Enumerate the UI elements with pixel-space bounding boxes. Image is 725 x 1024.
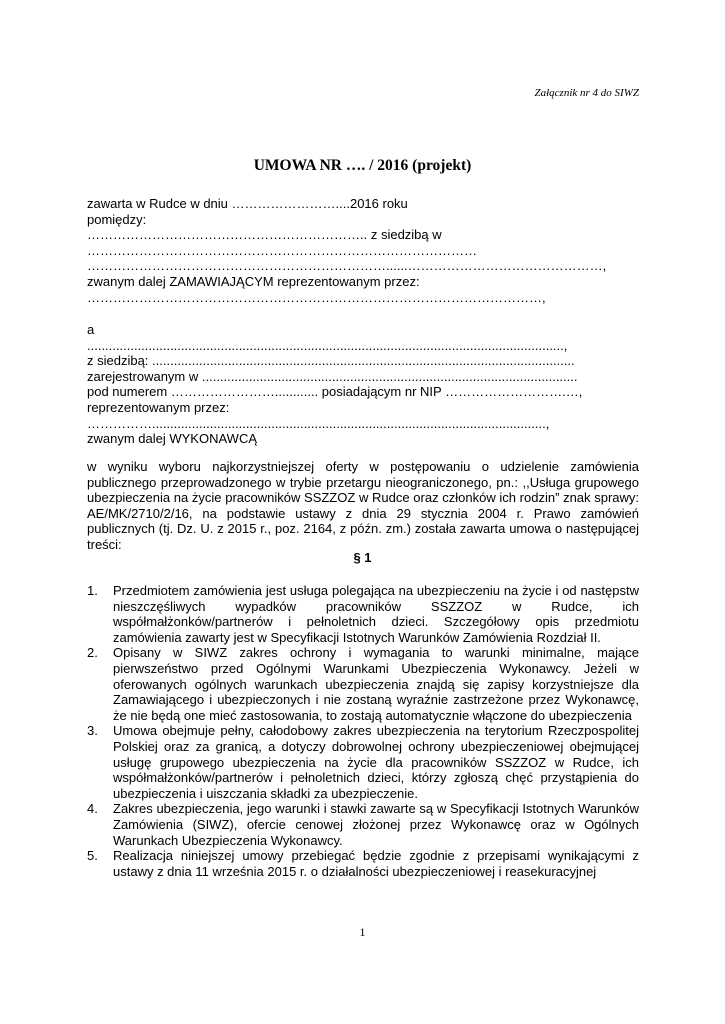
item-text: Realizacja niniejszej umowy przebiegać będzie zgodnie z przepisami wynikającymi z ustawy z dnia 11 września 2015 r. o działalności ubezpieczeniowej i reasekuracyjnej <box>113 848 639 879</box>
text-line: ……………............................................................................................................., <box>87 415 550 431</box>
text-line: zwanym dalej WYKONAWCĄ <box>87 431 257 447</box>
document-title: UMOWA NR …. / 2016 (projekt) <box>253 157 472 174</box>
item-number: 3. <box>87 723 98 739</box>
text-line: pomiędzy: <box>87 211 147 227</box>
text-line: ...................................................................................................................................., <box>87 337 568 353</box>
text-line: z siedzibą: ..................................................................................................................... <box>87 353 575 369</box>
item-number: 1. <box>87 583 98 598</box>
text-line: pod numerem ……………………............ posiadającym nr NIP ……………………….…, <box>87 384 583 400</box>
item-text: Zakres ubezpieczenia, jego warunki i stawki zawarte są w Specyfikacji Istotnych Warunków Zamówienia (SIWZ), ofercie cenowej złożonej przez Wykonawcę oraz w Ogólnych Warunkach Ubezpieczenia Wykonawcy. <box>113 801 639 848</box>
text-line: zwanym dalej ZAMAWIAJĄCYM reprezentowanym przez: <box>87 273 420 289</box>
section-heading: § 1 <box>353 550 372 565</box>
item-number: 4. <box>87 801 98 817</box>
text-line: ……………………………………………………………………………… <box>87 242 477 258</box>
text-line: zarejestrowanym w ........................................................................................................ <box>87 368 578 384</box>
text-line: ……………………………………………………….. z siedzibą w <box>87 227 442 243</box>
clause-list <box>87 583 639 879</box>
text-line: ……………………………………………………………………………………………, <box>87 289 546 305</box>
text-line: reprezentowanym przez: <box>87 399 230 415</box>
list-item <box>87 723 639 801</box>
item-number: 2. <box>87 645 98 661</box>
item-text: Przedmiotem zamówienia jest usługa polegająca na ubezpieczeniu na życie i od następstw nieszczęśliwych wypadków pracowników SSZZOZ w Rudce, ich współmałżonków/partnerów i pełnoletnich dzieci. Szczegółowy opis przedmiotu zamówienia zawarty jest w Specyfikacji Istotnych Warunków Zamówienia Rozdział II. <box>113 583 639 645</box>
intro-paragraph: w wyniku wyboru najkorzystniejszej oferty w postępowaniu o udzielenie zamówienia publicznego przeprowadzonego w trybie przetargu nieograniczonego, pn.: ,,Usługa grupowego ubezpieczenia na życie pracowników SSZZOZ w Rudce oraz członków ich rodzin” znak sprawy: AE/MK/2710/2/16, na podstawie ustawy z dnia 29 stycznia 2004 r. Prawo zamówień publicznych (tj. Dz. U. z 2015 r., poz. 2164, z późn. zm.) została zawarta umowa o następującej treści: <box>87 459 639 552</box>
text-line: ……………………………………………………………......………………………………………, <box>87 258 607 274</box>
text-line: zawarta w Rudce w dniu ……………………....2016 roku <box>87 196 408 211</box>
annex-label: Załącznik nr 4 do SIWZ <box>534 87 639 99</box>
item-text: Opisany w SIWZ zakres ochrony i wymagania to warunki minimalne, mające pierwszeństwo przed Ogólnymi Warunkami Ubezpieczenia Wykonawcy. Jeżeli w oferowanych ogólnych warunkach ubezpieczenia znajdą się zapisy korzystniejsze dla Zamawiającego i ubezpieczonych i nie zostaną wyraźnie zastrzeżone przez Wykonawcę, że nie będą one mieć zastosowania, to zostają automatycznie włączone do ubezpieczenia <box>113 645 639 723</box>
contracting-party-block <box>87 196 639 305</box>
item-number: 5. <box>87 848 98 864</box>
list-item <box>87 848 639 879</box>
text-line: a <box>87 322 95 337</box>
list-item <box>87 645 639 723</box>
list-item <box>87 801 639 848</box>
item-text: Umowa obejmuje pełny, całodobowy zakres ubezpieczenia na terytorium Rzeczpospolitej Polskiej oraz za granicą, a dotyczy dobrowolnej ochrony ubezpieczeniowej obejmującej usługę grupowego ubezpieczenia na życie dla pracowników SSZZOZ w Rudce, ich współmałżonków/partnerów i pełnoletnich dzieci, którzy zgłoszą chęć przystąpienia do ubezpieczenia i uiszczania składki za ubezpieczenie. <box>113 723 639 801</box>
page-number: 1 <box>359 925 366 939</box>
list-item <box>87 583 639 645</box>
contractor-party-block <box>87 322 639 447</box>
